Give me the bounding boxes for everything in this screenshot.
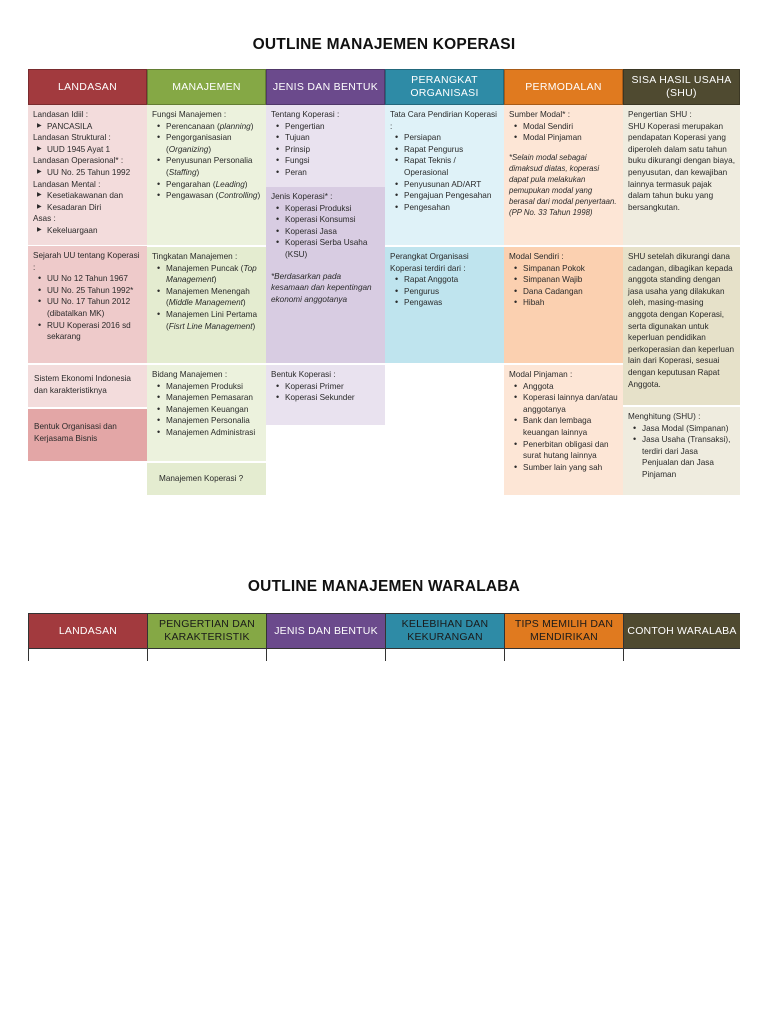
tentang-label: Tentang Koperasi :	[271, 110, 340, 119]
list-item: • Manajemen Menengah (Middle Management)	[152, 286, 261, 309]
list-item: • Pengorganisasian (Organizing)	[152, 132, 261, 155]
header-shu: SISA HASIL USAHA (SHU)	[623, 69, 740, 105]
operasional-label: Landasan Operasional* :	[33, 156, 124, 166]
list-item: • Rapat Teknis / Operasional	[390, 155, 499, 178]
bentuk-koperasi-cell	[266, 365, 385, 425]
page-title-koperasi: OUTLINE MANAJEMEN KOPERASI	[252, 36, 516, 53]
waralaba-cell	[624, 648, 740, 661]
header-jenis-bentuk: JENIS DAN BENTUK	[266, 69, 385, 105]
permodalan-note-ref: (PP No. 33 Tahun 1998)	[509, 207, 593, 217]
list-item: • Pengertian	[271, 121, 380, 133]
list-item: ▶ Kesadaran Diri	[33, 202, 142, 214]
bidang-label: Bidang Manajemen :	[152, 370, 228, 379]
list-item: • UU No 12 Tahun 1967	[33, 273, 142, 285]
list-item: • Penyusunan Personalia (Staffing)	[152, 155, 261, 178]
menghitung-label: Menghitung (SHU) :	[628, 412, 701, 421]
list-item: • Manajemen Produksi	[152, 381, 261, 393]
page-title-waralaba: OUTLINE MANAJEMEN WARALABA	[247, 578, 521, 595]
perangkat-cell	[385, 247, 504, 363]
waralaba-cell	[267, 648, 386, 661]
tingkatan-label: Tingkatan Manajemen :	[152, 252, 238, 261]
pembagian-shu-cell	[623, 247, 740, 405]
waralaba-header-tips: TIPS MEMILIH DAN MENDIRIKAN	[505, 614, 624, 648]
list-item: • Pengajuan Pengesahan	[390, 190, 499, 202]
list-item: • Koperasi Jasa	[271, 226, 380, 238]
list-item: • Dana Cadangan	[509, 286, 618, 298]
list-item: • UU No. 25 Tahun 1992*	[33, 285, 142, 297]
list-item: • Koperasi Produksi	[271, 203, 380, 215]
mental-label: Landasan Mental :	[33, 179, 101, 189]
list-item: ▶ UUD 1945 Ayat 1	[33, 144, 142, 156]
bentuk-organisasi-text: Bentuk Organisasi dan Kerjasama Bisnis	[34, 422, 117, 443]
list-item: • Modal Sendiri	[509, 121, 618, 133]
sistem-cell	[28, 365, 147, 407]
jenis-label: Jenis Koperasi* :	[271, 192, 333, 201]
list-item: • Penerbitan obligasi dan surat hutang lainnya	[509, 439, 618, 462]
list-item: • Pengurus	[390, 286, 499, 298]
header-manajemen: MANAJEMEN	[147, 69, 266, 105]
list-item: • Peran	[271, 167, 380, 179]
list-item: • Jasa Usaha (Transaksi), terdiri dari Jasa Penjualan dan Jasa Pinjaman	[628, 434, 735, 480]
manajemen-question: Manajemen Koperasi ?	[159, 474, 244, 483]
waralaba-outline-table	[28, 613, 740, 661]
pengertian-shu-cell	[623, 105, 740, 245]
pinjaman-label: Modal Pinjaman :	[509, 370, 573, 379]
list-item: • Pengawasan (Controlling)	[152, 190, 261, 202]
tentang-cell	[266, 105, 385, 187]
list-item: • Pengesahan	[390, 202, 499, 214]
list-item: • Koperasi Sekunder	[271, 392, 380, 404]
list-item: • Jasa Modal (Simpanan)	[628, 423, 735, 435]
list-item: ▶ Kesetiakawanan dan	[33, 190, 142, 202]
sistem-text: Sistem Ekonomi Indonesia dan karakteristiknya	[34, 374, 131, 395]
list-item: • UU No. 17 Tahun 2012 (dibatalkan MK)	[33, 296, 142, 319]
bidang-cell	[147, 365, 266, 461]
list-item: ▶ Kekeluargaan	[33, 225, 142, 237]
list-item: • Manajemen Administrasi	[152, 427, 261, 439]
struktural-label: Landasan Struktural :	[33, 133, 111, 143]
list-item: • Simpanan Pokok	[509, 263, 618, 275]
sumber-label: Sumber Modal* :	[509, 110, 570, 119]
waralaba-header-pengertian: PENGERTIAN DAN KARAKTERISTIK	[148, 614, 267, 648]
list-item: • Manajemen Puncak (Top Management)	[152, 263, 261, 286]
waralaba-header-contoh: CONTOH WARALABA	[624, 614, 740, 648]
sejarah-label: Sejarah UU tentang Koperasi :	[33, 251, 140, 272]
list-item: • Perencanaan (planning)	[152, 121, 261, 133]
list-item: ▶ PANCASILA	[33, 121, 142, 133]
waralaba-cell	[29, 648, 148, 661]
permodalan-note: *Selain modal sebagai dimaksud diatas, koperasi dapat pula melakukan pemupukan modal yang berasal dari modal penyertaan.	[509, 152, 617, 206]
list-item: • Penyusunan AD/ART	[390, 179, 499, 191]
sumber-modal-cell	[504, 105, 623, 245]
waralaba-cell	[386, 648, 505, 661]
list-item: • Koperasi Primer	[271, 381, 380, 393]
modal-pinjaman-cell	[504, 365, 623, 495]
list-item: • Manajemen Keuangan	[152, 404, 261, 416]
header-permodalan: PERMODALAN	[504, 69, 623, 105]
list-item: • Bank dan lembaga keuangan lainnya	[509, 415, 618, 438]
list-item: • Tujuan	[271, 132, 380, 144]
modal-sendiri-cell	[504, 247, 623, 363]
fungsi-label: Fungsi Manajemen :	[152, 110, 227, 119]
header-perangkat-organisasi: PERANGKAT ORGANISASI	[385, 69, 504, 105]
list-item: • Manajemen Lini Pertama (Fisrt Line Management)	[152, 309, 261, 332]
list-item: • Persiapan	[390, 132, 499, 144]
waralaba-header-kelebihan: KELEBIHAN DAN KEKURANGAN	[386, 614, 505, 648]
list-item: • Koperasi lainnya dan/atau anggotanya	[509, 392, 618, 415]
landasan-cell	[28, 105, 147, 245]
tingkatan-cell	[147, 247, 266, 363]
idiil-label: Landasan Idiil :	[33, 110, 89, 119]
bentuk-label: Bentuk Koperasi :	[271, 370, 336, 379]
list-item: • Prinsip	[271, 144, 380, 156]
tata-cara-cell	[385, 105, 504, 245]
fungsi-cell	[147, 105, 266, 245]
list-item: ▶ UU No. 25 Tahun 1992	[33, 167, 142, 179]
waralaba-header-landasan: LANDASAN	[29, 614, 148, 648]
list-item: • Rapat Anggota	[390, 274, 499, 286]
list-item: • Hibah	[509, 297, 618, 309]
asas-label: Asas :	[33, 214, 56, 224]
koperasi-outline-table	[28, 69, 740, 495]
list-item: • Pengawas	[390, 297, 499, 309]
list-item: • Anggota	[509, 381, 618, 393]
menghitung-shu-cell	[623, 407, 740, 495]
list-item: • Modal Pinjaman	[509, 132, 618, 144]
jenis-koperasi-cell	[266, 187, 385, 363]
waralaba-header-jenis: JENIS DAN BENTUK	[267, 614, 386, 648]
list-item: • Koperasi Serba Usaha (KSU)	[271, 237, 380, 260]
pengertian-label: Pengertian SHU :	[628, 110, 692, 119]
waralaba-cell	[505, 648, 624, 661]
jenis-note: *Berdasarkan pada kesamaan dan kepentingan ekonomi anggotanya	[271, 271, 372, 304]
tata-label: Tata Cara Pendirian Koperasi :	[390, 110, 497, 131]
header-landasan: LANDASAN	[28, 69, 147, 105]
list-item: • Sumber lain yang sah	[509, 462, 618, 474]
list-item: • Simpanan Wajib	[509, 274, 618, 286]
pengertian-text: SHU Koperasi merupakan pendapatan Koperasi yang diperoleh dalam satu tahun buku dikurangi dengan biaya, penyusutan, dan kewajiban lainnya termasuk pajak dalam tahun buku yang bersangkutan.	[628, 121, 735, 212]
list-item: • Rapat Pengurus	[390, 144, 499, 156]
list-item: • RUU Koperasi 2016 sd sekarang	[33, 320, 142, 343]
list-item: • Pengarahan (Leading)	[152, 179, 261, 191]
bentuk-organisasi-cell	[28, 409, 147, 461]
pembagian-text: SHU setelah dikurangi dana cadangan, dibagikan kepada anggota standing dengan jasa usaha yang dilakukan oleh, masing-masing anggota dengan Koperasi, serta digunakan untuk keperluan pendidikan perkoperasian dan keperluan lain dari Koperasi, sesuai dengan keputusan Rapat Anggota.	[628, 252, 735, 389]
waralaba-cell	[148, 648, 267, 661]
organisasi-label: Perangkat Organisasi Koperasi terdiri dari :	[390, 252, 469, 273]
list-item: • Koperasi Konsumsi	[271, 214, 380, 226]
list-item: • Manajemen Personalia	[152, 415, 261, 427]
list-item: • Fungsi	[271, 155, 380, 167]
sendiri-label: Modal Sendiri :	[509, 252, 564, 261]
list-item: • Manajemen Pemasaran	[152, 392, 261, 404]
question-cell	[147, 463, 266, 495]
sejarah-cell	[28, 245, 147, 363]
